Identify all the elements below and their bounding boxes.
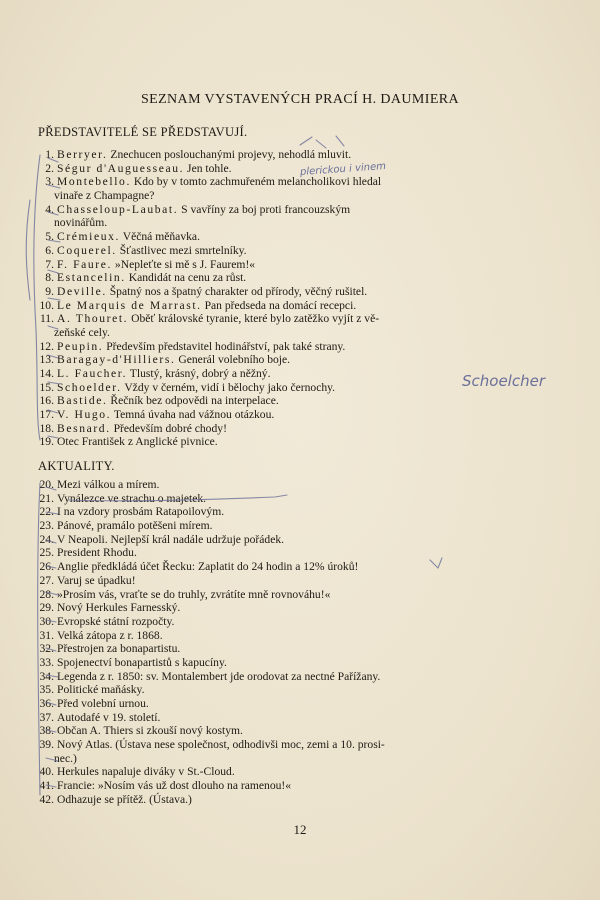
item-number: 7.: [45, 257, 54, 271]
item-name: Peupin.: [57, 339, 104, 353]
list-item: [36, 642, 536, 656]
item-name: L. Faucher.: [57, 367, 128, 380]
list-item: [36, 711, 536, 725]
item-name: Baragay-d'Hilliers.: [57, 353, 176, 367]
item-number: 3.: [45, 175, 54, 189]
item-number: 31.: [39, 628, 54, 642]
item-number: 33.: [39, 655, 54, 669]
item-number: 18.: [39, 421, 54, 435]
list-item: [36, 478, 536, 492]
item-text: Kdo by v tomto zachmuřeném melancholikovi hledal: [130, 175, 382, 189]
list-item: [36, 519, 536, 533]
item-number: 17.: [39, 408, 54, 422]
item-name: F. Faure.: [57, 257, 113, 271]
item-number: 14.: [39, 367, 54, 380]
item-text: Varuj se úpadku!: [57, 573, 136, 587]
list-item: [36, 615, 536, 629]
item-name: Coquerel.: [57, 243, 117, 257]
handwritten-note-schoelcher: Schoelcher: [462, 372, 545, 390]
list-item: [36, 340, 536, 354]
item-text: Odhazuje se přítěž. (Ústava.): [57, 792, 192, 806]
item-text: Politické maňásky.: [57, 683, 145, 697]
item-text: Řečník bez odpovědi na interpelace.: [107, 394, 279, 408]
item-text: Znechucen poslouchanými projevy, nehodlá mluvit.: [107, 148, 352, 161]
item-text: Autodafé v 19. století.: [57, 710, 161, 724]
item-number: 11.: [39, 312, 54, 326]
item-text: Především představitel hodinářství, pak také strany.: [103, 339, 346, 353]
item-number: 41.: [39, 779, 54, 793]
item-text: Legenda z r. 1850: sv. Montalembert jde orodovat za nectné Pařížany.: [57, 669, 381, 683]
list-item: [36, 670, 536, 684]
list-item: [36, 793, 536, 807]
list-item: [36, 505, 536, 519]
item-name: V. Hugo.: [57, 408, 112, 422]
list-item: [36, 271, 536, 285]
item-text: Generál volebního boje.: [175, 353, 291, 367]
item-text: Oběť královské tyranie, které bylo zatěžko vyjít z vě-: [128, 312, 380, 326]
item-number: 5.: [45, 230, 54, 244]
item-text: Francie: »Nosím vás už dost dlouho na ramenou!«: [57, 779, 292, 793]
item-number: 36.: [39, 697, 54, 710]
section-heading-current-affairs: AKTUALITY.: [38, 459, 115, 473]
item-number: 10.: [39, 298, 54, 312]
item-text: Vynálezce ve strachu o majetek.: [57, 491, 207, 505]
list-item: [36, 312, 536, 326]
item-number: 4.: [45, 202, 54, 216]
item-text: »Nepleťte si mě s J. Faurem!«: [112, 257, 256, 271]
list-item: [36, 326, 536, 340]
list-item: [36, 189, 536, 203]
item-number: 19.: [39, 435, 54, 449]
list-item: [36, 408, 536, 422]
item-number: 20.: [39, 478, 54, 491]
item-number: 1.: [45, 148, 54, 161]
list-item: [36, 779, 536, 793]
page-title: SEZNAM VYSTAVENÝCH PRACÍ H. DAUMIERA: [140, 92, 460, 107]
item-number: 16.: [39, 394, 54, 408]
item-number: 15.: [39, 380, 54, 394]
item-name: Schoelder.: [57, 380, 122, 394]
item-number: 28.: [39, 587, 54, 601]
item-text: Pánové, pramálo potěšeni mírem.: [57, 519, 213, 533]
item-text: Velká zátopa z r. 1868.: [57, 628, 163, 642]
item-continuation: zeňské cely.: [54, 325, 110, 339]
item-text: I na vzdory prosbám Ratapoilovým.: [57, 505, 225, 519]
list-item: [36, 697, 536, 711]
item-text: Kandidát na cenu za růst.: [125, 271, 247, 285]
item-number: 23.: [39, 519, 54, 533]
item-text: Otec František z Anglické pivnice.: [57, 435, 218, 449]
item-text: Nový Atlas. (Ústava nese společnost, odhodivši moc, zemi a 10. prosi-: [57, 738, 385, 752]
list-item: [36, 574, 536, 588]
item-name: Crémieux.: [57, 230, 121, 244]
list-item: [36, 367, 536, 381]
item-number: 32.: [39, 642, 54, 656]
item-text: Přestrojen za bonapartistu.: [57, 642, 181, 656]
item-text: Před volební urnou.: [57, 697, 149, 710]
item-text: Šťastlivec mezi smrtelníky.: [116, 243, 247, 257]
item-name: A. Thouret.: [57, 312, 129, 326]
item-text: Pan předseda na domácí recepci.: [201, 298, 357, 312]
list-item: [36, 285, 536, 299]
current-affairs-list: [36, 478, 536, 807]
list-item: [36, 422, 536, 436]
item-text: Vždy v černém, vidí i bělochy jako černochy.: [121, 380, 336, 394]
list-item: [36, 381, 536, 395]
item-text: Tlustý, krásný, dobrý a něžný.: [127, 367, 271, 380]
item-text: Mezi válkou a mírem.: [57, 478, 160, 491]
list-item: [36, 738, 536, 752]
item-number: 12.: [39, 339, 54, 353]
list-item: [36, 162, 536, 176]
item-number: 39.: [39, 738, 54, 752]
item-name: Besnard.: [57, 421, 111, 435]
list-item: [36, 175, 536, 189]
item-number: 2.: [45, 161, 54, 175]
list-item: [36, 752, 536, 766]
item-number: 42.: [39, 792, 54, 806]
item-name: Deville.: [57, 284, 107, 298]
item-number: 13.: [39, 353, 54, 367]
list-item: [36, 353, 536, 367]
item-text: Evropské státní rozpočty.: [57, 614, 175, 628]
list-item: [36, 258, 536, 272]
item-name: Bastide.: [57, 394, 108, 408]
list-item: [36, 560, 536, 574]
item-number: 38.: [39, 724, 54, 738]
item-number: 24.: [39, 532, 54, 546]
list-item: [36, 724, 536, 738]
item-number: 34.: [39, 669, 54, 683]
item-text: Jen tohle.: [184, 161, 232, 175]
item-number: 35.: [39, 683, 54, 697]
item-number: 9.: [45, 284, 54, 298]
item-number: 27.: [39, 573, 54, 587]
item-continuation: novinářům.: [54, 216, 108, 230]
list-item: [36, 629, 536, 643]
list-item: [36, 683, 536, 697]
list-item: [36, 533, 536, 547]
item-name: Estancelin.: [57, 271, 126, 285]
section-heading-representatives: PŘEDSTAVITELÉ SE PŘEDSTAVUJÍ.: [38, 125, 248, 139]
item-text: Občan A. Thiers si zkouší nový kostym.: [57, 724, 243, 738]
list-item: [36, 203, 536, 217]
item-text: Především dobré chody!: [110, 421, 227, 435]
representatives-list: [36, 148, 536, 449]
list-item: [36, 216, 536, 230]
list-item: [36, 601, 536, 615]
list-item: [36, 148, 536, 162]
list-item: [36, 492, 536, 506]
item-text: »Prosím vás, vraťte se do truhly, zvrátíte mně rovnováhu!«: [57, 587, 331, 601]
item-text: S vavříny za boj proti francouzským: [178, 202, 351, 216]
item-number: 22.: [39, 505, 54, 519]
item-name: Chasseloup-Laubat.: [57, 202, 179, 216]
list-item: [36, 546, 536, 560]
item-name: Montebello.: [57, 175, 131, 189]
item-number: 25.: [39, 546, 54, 560]
item-number: 21.: [39, 491, 54, 505]
item-text: Temná úvaha nad vážnou otázkou.: [111, 408, 275, 422]
item-text: Spojenectví bonapartistů s kapucíny.: [57, 655, 227, 669]
list-item: [36, 299, 536, 313]
item-continuation: nec.): [54, 751, 77, 765]
list-item: [36, 394, 536, 408]
item-text: Věčná měňavka.: [120, 230, 200, 244]
list-item: [36, 244, 536, 258]
list-item: [36, 435, 536, 449]
item-continuation: vinaře z Champagne?: [54, 189, 155, 203]
page-number: 12: [293, 822, 307, 837]
item-text: V Neapoli. Nejlepší král nadále udržuje pořádek.: [57, 532, 285, 546]
item-text: Nový Herkules Farnesský.: [57, 601, 181, 615]
handwritten-note-top: plerickou i vinem: [299, 161, 387, 178]
item-number: 37.: [39, 710, 54, 724]
item-text: Herkules napaluje diváky v St.-Cloud.: [57, 765, 235, 779]
item-name: Le Marquis de Marrast.: [57, 298, 202, 312]
item-number: 6.: [45, 243, 54, 257]
list-item: [36, 765, 536, 779]
item-number: 40.: [39, 765, 54, 779]
list-item: [36, 656, 536, 670]
item-number: 8.: [45, 271, 54, 285]
item-number: 30.: [39, 614, 54, 628]
item-number: 26.: [39, 560, 54, 574]
item-name: Ségur d'Auguesseau.: [57, 161, 185, 175]
item-text: Špatný nos a špatný charakter od přírody, věčný rušitel.: [106, 284, 368, 298]
item-name: Berryer.: [57, 148, 108, 161]
item-text: President Rhodu.: [57, 546, 137, 560]
item-number: 29.: [39, 601, 54, 615]
item-text: Anglie předkládá účet Řecku: Zaplatit do 24 hodin a 12% úroků!: [57, 560, 359, 574]
list-item: [36, 230, 536, 244]
list-item: [36, 588, 536, 602]
